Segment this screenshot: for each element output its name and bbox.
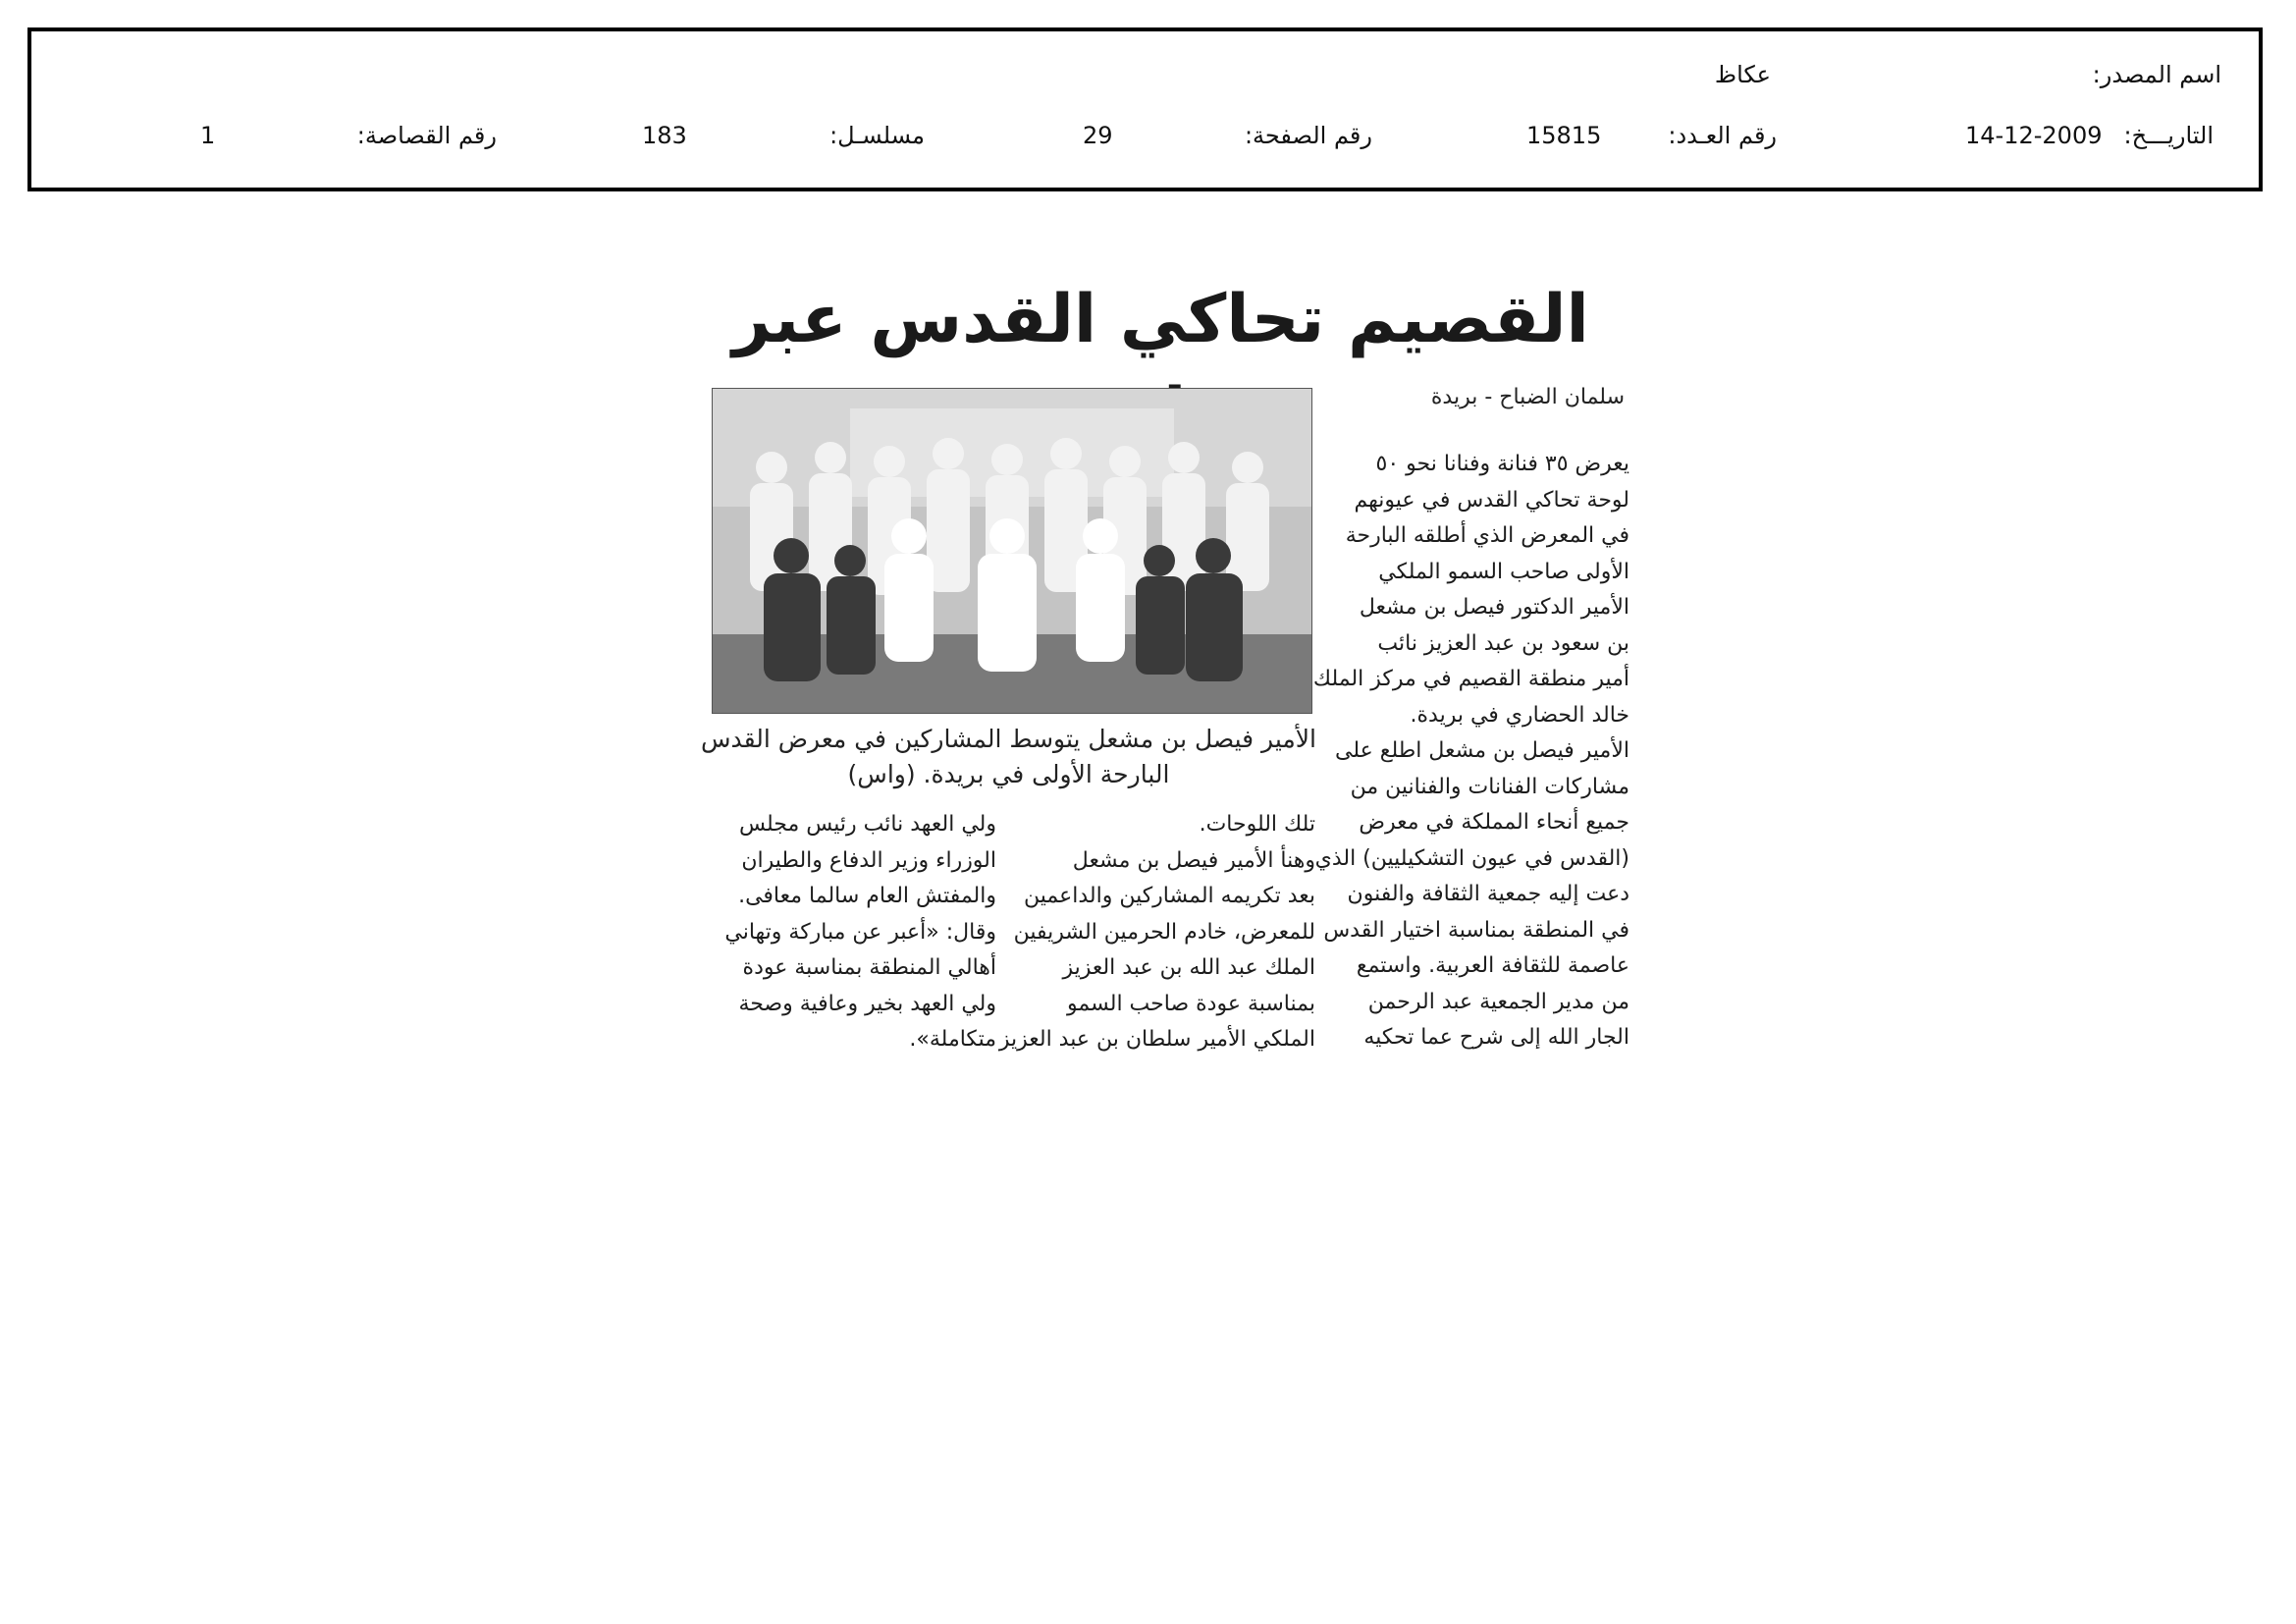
clipping-label: رقم القصاصة: [356, 122, 497, 149]
text-line: تلك اللوحات. [1199, 812, 1315, 837]
text-line: الأمير فيصل بن مشعل اطلع على [1335, 738, 1629, 763]
source-label: اسم المصدر: [2092, 61, 2221, 88]
article-column-left [702, 807, 996, 1058]
page-value: 29 [1083, 122, 1113, 149]
text-line: ولي العهد نائب رئيس مجلس [738, 812, 996, 837]
text-line: بعد تكريمه المشاركين والداعمين [1024, 884, 1315, 908]
text-line: في المنطقة بمناسبة اختيار القدس [1323, 917, 1629, 943]
serial-label: مسلسـل: [829, 122, 925, 149]
issue-label: رقم العـدد: [1668, 122, 1777, 149]
text-line: للمعرض، خادم الحرمين الشريفين [1013, 919, 1315, 945]
text-line: عاصمة للثقافة العربية. واستمع [1356, 953, 1629, 978]
text-line: الجار الله إلى شرح عما تحكيه [1363, 1025, 1629, 1050]
text-line: يعرض ٣٥ فنانة وفنانا نحو ٥٠ [1375, 452, 1629, 476]
photo-caption-line-2: البارحة الأولى في بريدة. (واس) [847, 760, 1170, 788]
text-line: أهالي المنطقة بمناسبة عودة [742, 955, 996, 980]
text-line: وهنأ الأمير فيصل بن مشعل [1072, 847, 1315, 873]
photo-group-figures [713, 389, 1311, 713]
text-line: خالد الحضاري في بريدة. [1410, 702, 1629, 728]
photo-caption [687, 722, 1330, 792]
text-line: الملك عبد الله بن عبد العزيز [1062, 955, 1315, 980]
text-line: وقال: «أعبر عن مباركة وتهاني [724, 919, 996, 945]
text-line: الأولى صاحب السمو الملكي [1378, 559, 1629, 584]
text-line: لوحة تحاكي القدس في عيونهم [1354, 487, 1629, 513]
article-headline: القصيم تحاكي القدس عبر [732, 281, 1589, 358]
article-column-right [1312, 447, 1629, 1056]
text-line: الأمير الدكتور فيصل بن مشعل [1359, 595, 1629, 620]
date-label: التاريـــخ: [2123, 122, 2214, 149]
text-line: متكاملة». [909, 1027, 996, 1052]
text-line: جميع أنحاء المملكة في معرض [1359, 810, 1629, 835]
text-line: من مدير الجمعية عبد الرحمن [1367, 989, 1629, 1014]
photo-caption-line-1: الأمير فيصل بن مشعل يتوسط المشاركين في معرض القدس [701, 725, 1316, 753]
text-line: والمفتش العام سالما معافى. [738, 884, 996, 908]
text-line: ولي العهد بخير وعافية وصحة [738, 991, 996, 1016]
text-line: بمناسبة عودة صاحب السمو [1067, 991, 1315, 1016]
text-line: بن سعود بن عبد العزيز نائب [1377, 630, 1629, 656]
text-line: دعت إليه جمعية الثقافة والفنون [1347, 882, 1629, 906]
text-line: في المعرض الذي أطلقه البارحة [1345, 523, 1629, 548]
text-line: (القدس في عيون التشكيليين) الذي [1314, 845, 1629, 871]
issue-value: 15815 [1526, 122, 1602, 149]
page-label: رقم الصفحة: [1244, 122, 1372, 149]
date-value: 14-12-2009 [1965, 122, 2103, 149]
text-line: الوزراء وزير الدفاع والطيران [741, 847, 996, 873]
clipping-value: 1 [200, 122, 216, 149]
article-column-middle [998, 807, 1315, 1058]
header-box [27, 27, 2263, 191]
text-line: الملكي الأمير سلطان بن عبد العزيز [998, 1027, 1315, 1052]
text-line: مشاركات الفنانات والفنانين من [1350, 774, 1629, 799]
article-byline: سلمان الضباح - بريدة [1430, 385, 1625, 409]
source-value: عكاظ [1714, 61, 1771, 88]
serial-value: 183 [642, 122, 687, 149]
article-photo [712, 388, 1312, 714]
text-line: أمير منطقة القصيم في مركز الملك [1312, 667, 1629, 691]
